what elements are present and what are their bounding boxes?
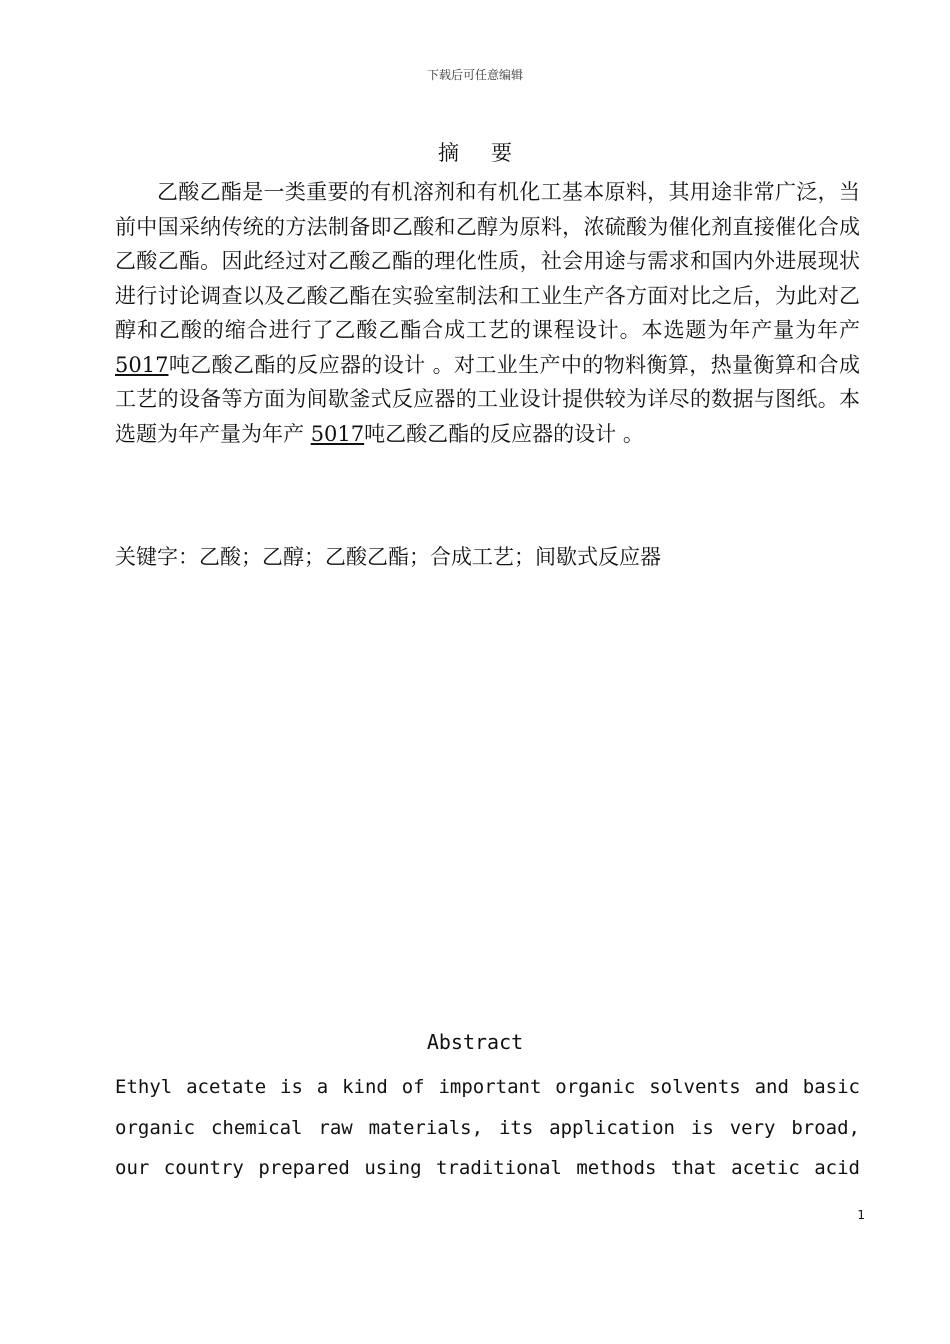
- abstract-title-cn: 摘要: [438, 141, 544, 165]
- abstract-en-line: Ethyl acetate is a kind of important organic solvents and basic: [115, 1076, 860, 1098]
- abstract-en-line: our country prepared using traditional methods that acetic acid: [115, 1157, 860, 1179]
- keywords-line: 关键字：乙酸；乙醇；乙酸乙酯；合成工艺；间歇式反应器: [115, 545, 661, 569]
- abstract-text-part3: 吨乙酸乙酯的反应器的设计 。: [364, 421, 644, 446]
- abstract-en-line: organic chemical raw materials, its application is very broad,: [115, 1116, 860, 1139]
- abstract-title-en: Abstract: [426, 1030, 524, 1054]
- page-number: 1: [857, 1208, 865, 1222]
- abstract-body-cn: [115, 175, 860, 451]
- production-amount-2: 5017: [310, 421, 365, 446]
- production-amount-1: 5017: [115, 352, 169, 377]
- abstract-body-en: [115, 1067, 860, 1189]
- abstract-text-part2: 吨乙酸乙酯的反应器的设计 。对工业生产中的物料衡算，热量衡算和合成工艺的设备等方面为间歇釜式反应器的工业设计提供较为详尽的数据与图纸。本选题为年产量为年产: [115, 352, 860, 446]
- abstract-text-part1: 乙酸乙酯是一类重要的有机溶剂和有机化工基本原料，其用途非常广泛，当前中国采纳传统的方法制备即乙酸和乙醇为原料，浓硫酸为催化剂直接催化合成乙酸乙酯。因此经过对乙酸乙酯的理化性质，社会用途与需求和国内外进展现状进行讨论调查以及乙酸乙酯在实验室制法和工业生产各方面对比之后，为此对乙醇和乙酸的缩合进行了乙酸乙酯合成工艺的课程设计。本选题为年产量为年产: [115, 180, 860, 342]
- page-header: 下载后可任意编辑: [426, 68, 523, 82]
